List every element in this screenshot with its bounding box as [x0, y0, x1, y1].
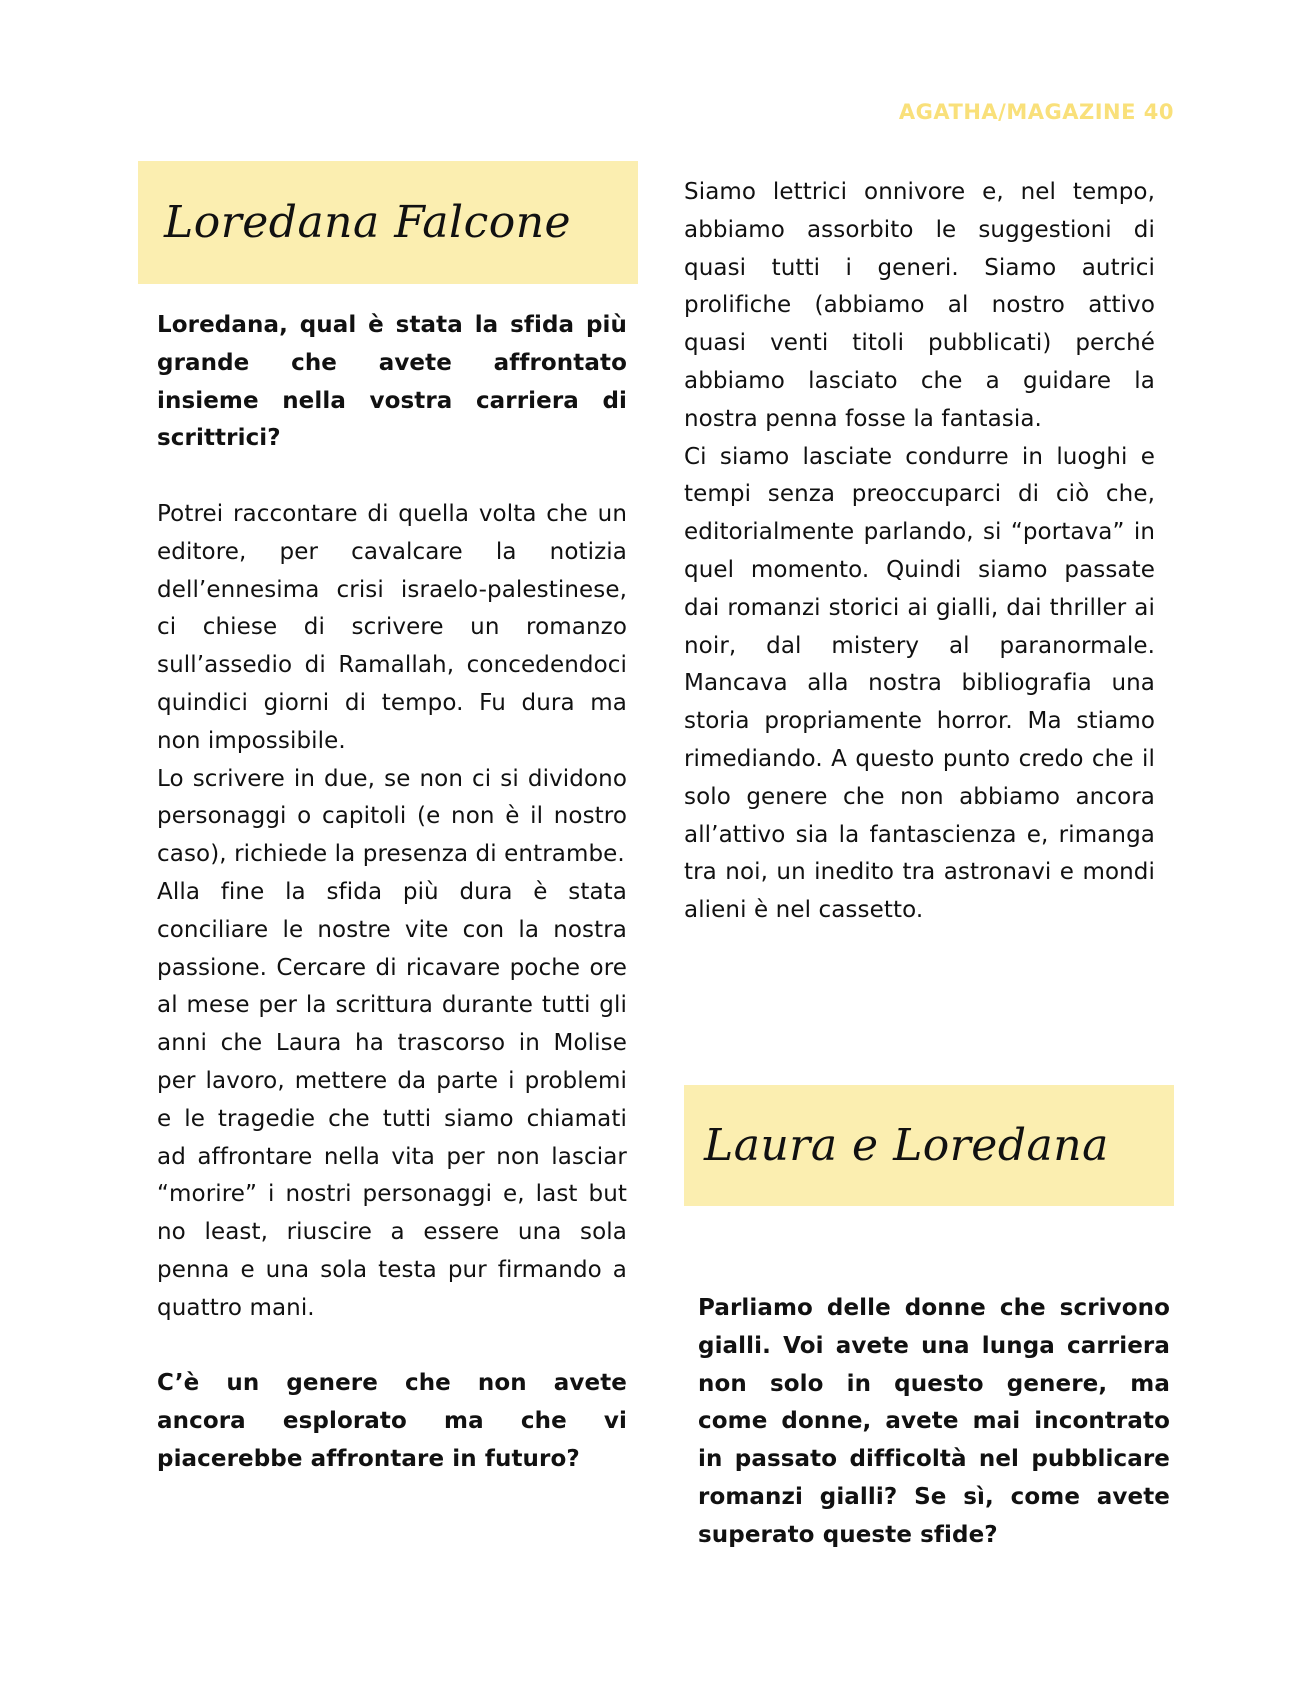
- right-column-question: [698, 1290, 1170, 1555]
- question-3: Parliamo delle donne che scrivono gialli. Voi avete una lunga carriera non solo in questo genere, ma come donne, avete mai incontrato in passato difficoltà nel pubblicare romanzi gialli? Se sì, come avete superato queste sfide?: [698, 1295, 1170, 1548]
- heading-laura-e-loredana: Laura e Loredana: [704, 1120, 1109, 1171]
- question-1: Loredana, qual è stata la sfida più grande che avete affrontato insieme nella vostra carriera di scrittrici?: [157, 312, 627, 452]
- right-column-answer: [684, 174, 1155, 930]
- answer-1-paragraph-2: Lo scrivere in due, se non ci si dividono personaggi o capitoli (e non è il nostro caso), richiede la presenza di entrambe.: [157, 765, 627, 868]
- answer-2-paragraph-2: Ci siamo lasciate condurre in luoghi e tempi senza preoccuparci di ciò che, editorialmente parlando, si “portava” in quel momento. Quindi siamo passate dai romanzi storici ai gialli, dai thriller ai noir, dal mistery al paranormale. Mancava alla nostra bibliografia una storia propriamente horror. Ma stiamo rimediando. A questo punto credo che il solo genere che non abbiamo ancora all’attivo sia la fantascienza e, rimanga tra noi, un inedito tra astronavi e mondi alieni è nel cassetto.: [684, 443, 1155, 924]
- question-2: C’è un genere che non avete ancora esplorato ma che vi piacerebbe affrontare in futuro?: [157, 1370, 627, 1472]
- answer-2-paragraph-1: Siamo lettrici onnivore e, nel tempo, abbiamo assorbito le suggestioni di quasi tutti i generi. Siamo autrici prolifiche (abbiamo al nostro attivo quasi venti titoli pubblicati) perché abbiamo lasciato che a guidare la nostra penna fosse la fantasia.: [684, 179, 1155, 432]
- left-column: [157, 307, 627, 1479]
- heading-box-loredana-falcone: [138, 161, 638, 284]
- magazine-header: AGATHA/MAGAZINE 40: [898, 100, 1174, 124]
- answer-1-paragraph-3: Alla fine la sfida più dura è stata conciliare le nostre vite con la nostra passione. Cercare di ricavare poche ore al mese per la scrittura durante tutti gli anni che Laura ha trascorso in Molise per lavoro, mettere da parte i problemi e le tragedie che tutti siamo chiamati ad affrontare nella vita per non lasciar “morire” i nostri personaggi e, last but no least, riuscire a essere una sola penna e una sola testa pur firmando a quattro mani.: [157, 878, 627, 1321]
- spacer: [157, 1328, 627, 1366]
- spacer: [157, 458, 627, 496]
- answer-1-paragraph-1: Potrei raccontare di quella volta che un editore, per cavalcare la notizia dell’ennesima crisi israelo-palestinese, ci chiese di scrivere un romanzo sull’assedio di Ramallah, concedendoci quindici giorni di tempo. Fu dura ma non impossibile.: [157, 500, 627, 754]
- heading-box-laura-e-loredana: [684, 1085, 1174, 1206]
- heading-loredana-falcone: Loredana Falcone: [164, 197, 572, 248]
